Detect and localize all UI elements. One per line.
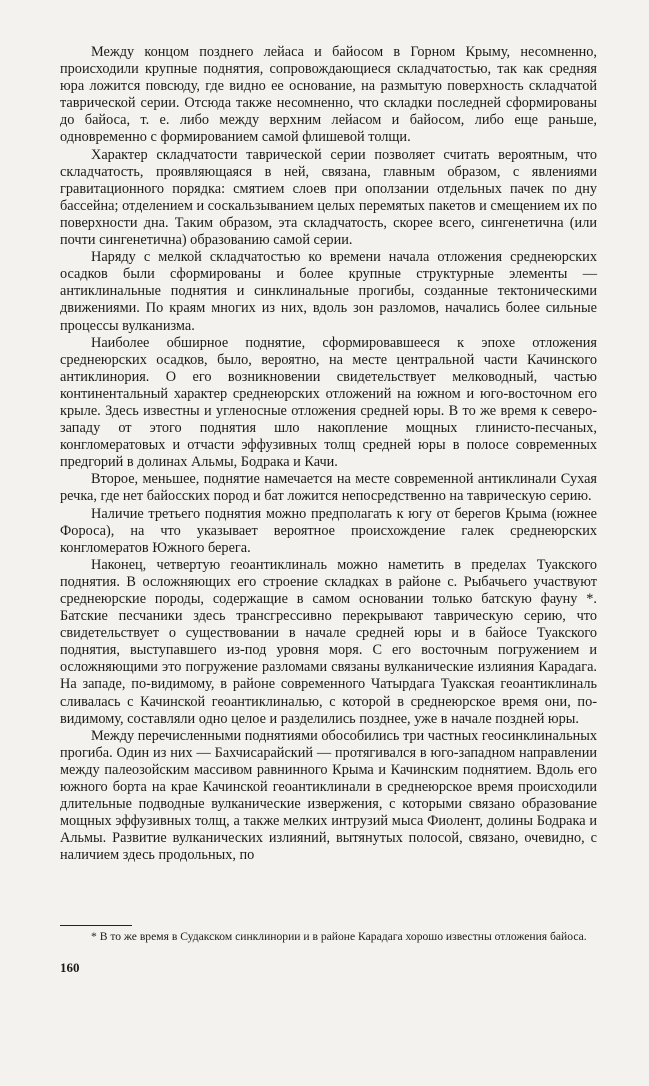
paragraph-8: Между перечисленными поднятиями обособились три частных геосинклинальных прогиба. Один из них — Бахчисарайский — протягивался в юго-западном направлении между палеозойским массивом равнинного Крыма и Качинским поднятием. Вдоль его южного борта на крае Качинской геоантиклинали в среднеюрское время происходили длительные подводные вулканические извержения, с которыми связано образование мощных эффузивных толщ, а также мелких интрузий мыса Фиолент, долины Бодрака и Альмы. Развитие вулканических излияний, вытянутых полосой, связано, очевидно, с наличием здесь продольных, по xyxy=(60,727,597,864)
paragraph-6: Наличие третьего поднятия можно предполагать к югу от берегов Крыма (южнее Фороса), на что указывает вероятное происхождение галек среднеюрских конгломератов Южного берега. xyxy=(60,505,597,556)
page-number: 160 xyxy=(60,960,80,975)
paragraph-2: Характер складчатости таврической серии позволяет считать вероятным, что складчатость, проявляющаяся в ней, связана, главным образом, с явлениями гравитационного порядка: смятием слоев при оползании отдельных пачек по дну бассейна; отделением и соскальзыванием целых перемятых пакетов и смещением их по поверхности дна. Таким образом, эта складчатость, скорее всего, сингенетична (или почти сингенетична) образованию самой серии. xyxy=(60,146,597,249)
footnote-divider xyxy=(60,925,132,926)
main-text xyxy=(60,44,597,865)
paragraph-7: Наконец, четвертую геоантиклиналь можно наметить в пределах Туакского поднятия. В осложняющих его строение складках в районе с. Рыбачьего участвуют среднеюрские породы, содержащие в самом основании только батскую фауну *. Батские песчаники здесь трансгрессивно перекрывают таврическую серию, что свидетельствует о существовании в начале средней юры и в байосе Туакского поднятия, выступавшего из-под уровня моря. С его восточным погружением и осложняющими это погружение разломами связаны вулканические излияния Карадага. На западе, по-видимому, в районе современного Чатырдага Туакская геоантиклиналь сливалась с Качинской геоантиклиналью, с которой в среднеюрское время они, по-видимому, составляли одно целое и разделились позднее, уже в начале поздней юры. xyxy=(60,556,597,727)
paragraph-5: Второе, меньшее, поднятие намечается на месте современной антиклинали Сухая речка, где нет байосских пород и бат ложится непосредственно на таврическую серию. xyxy=(60,471,597,505)
footnote: * В то же время в Судакском синклинории и в районе Карадага хорошо известны отложения байоса. xyxy=(91,930,587,943)
paragraph-3: Наряду с мелкой складчатостью ко времени начала отложения среднеюрских осадков были сформированы и более крупные структурные элементы — антиклинальные поднятия и синклинальные прогибы, созданные тектоническими движениями. По краям многих из них, вдоль зон разломов, начались более сильные процессы вулканизма. xyxy=(60,249,597,334)
paragraph-1: Между концом позднего лейаса и байосом в Горном Крыму, несомненно, происходили крупные поднятия, сопровождающиеся складчатостью, так как средняя юра ложится повсюду, где видно ее основание, на размытую поверхность складчатой таврической серии. Отсюда также несомненно, что складки последней сформированы до байоса, т. е. либо между верхним лейасом и байосом, либо еще раньше, одновременно с формированием самой флишевой толщи. xyxy=(60,44,597,146)
paragraph-4: Наиболее обширное поднятие, сформировавшееся к эпохе отложения среднеюрских осадков, было, вероятно, на месте центральной части Качинского антиклинория. О его возникновении свидетельствует мелководный, частью континентальный характер среднеюрских отложений на южном и юго-восточном его крыле. Здесь известны и угленосные отложения средней юры. В то же время к северо-западу от этого поднятия шло накопление мощных глинисто-песчаных, конгломератовых и отчасти эффузивных толщ средней юры в полосе современных предгорий в долинах Альмы, Бодрака и Качи. xyxy=(60,334,597,471)
